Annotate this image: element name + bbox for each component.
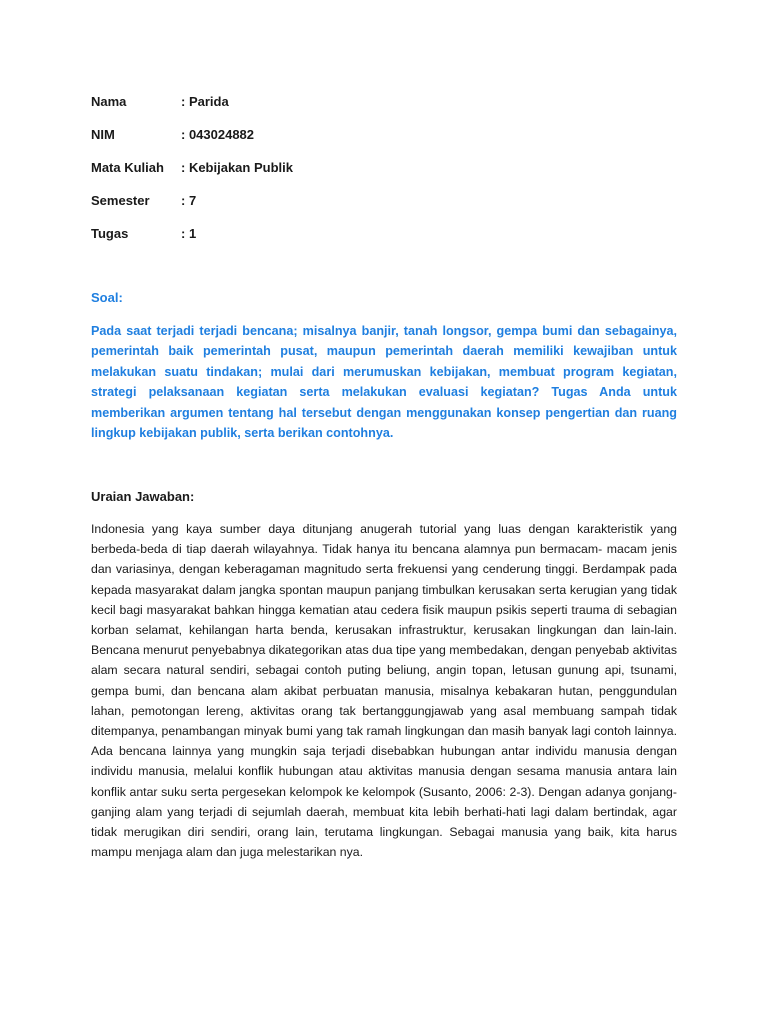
info-value: : 1 xyxy=(181,226,197,241)
question-heading: Soal: xyxy=(91,290,123,305)
info-value: : Parida xyxy=(181,94,229,109)
info-row-nim xyxy=(91,125,293,158)
info-label: Nama xyxy=(91,94,127,109)
info-value: : 7 xyxy=(181,193,197,208)
info-label: Mata Kuliah xyxy=(91,160,164,175)
student-info xyxy=(91,92,293,257)
info-label: Semester xyxy=(91,193,150,208)
answer-heading: Uraian Jawaban: xyxy=(91,489,195,504)
info-row-tugas xyxy=(91,224,293,257)
info-row-semester xyxy=(91,191,293,224)
info-label: NIM xyxy=(91,127,115,142)
info-value: : Kebijakan Publik xyxy=(181,160,293,175)
answer-text: Indonesia yang kaya sumber daya ditunjang anugerah tutorial yang luas dengan karakteristik yang berbeda-beda di tiap daerah wilayahnya. Tidak hanya itu bencana alamnya pun bermacam- macam jenis dan variasinya, dengan keberagaman magnitudo serta frekuensi yang cenderung tinggi. Berdampak pada kepada masyarakat dalam jangka spontan maupun panjang timbulkan kerusakan serta kerugian yang tidak kecil bagi masyarakat bahkan hingga kematian atau cedera fisik maupun psikis seperti trauma di sebagian korban selamat, kehilangan harta benda, kerusakan infrastruktur, kerusakan lingkungan dan lain-lain. Bencana menurut penyebabnya dikategorikan atas dua tipe yang membedakan, dengan penyebab aktivitas alam secara natural sendiri, sebagai contoh puting beliung, angin topan, letusan gunung api, tsunami, gempa bumi, dan bencana alam akibat perbuatan manusia, misalnya kebakaran hutan, penggundulan lahan, pemotongan lereng, aktivitas orang tak bertanggungjawab yang asal membuang sampah tidak ditempanya, penambangan minyak bumi yang tak ramah lingkungan dan masih banyak lagi contoh lainnya. Ada bencana lainnya yang mungkin saja terjadi disebabkan hubungan antar individu manusia dengan individu manusia, melalui konflik hubungan atau aktivitas manusia dengan sesama manusia antara lain konflik antar suku serta pergesekan kelompok ke kelompok (Susanto, 2006: 2-3). Dengan adanya gonjang-ganjing alam yang terjadi di sejumlah daerah, membuat kita lebih berhati-hati lagi dalam bertindak, agar tidak merugikan diri sendiri, orang lain, terutama lingkungan. Sebagai manusia yang baik, kita harus mampu menjaga alam dan juga melestarikan nya. xyxy=(91,522,677,860)
info-label: Tugas xyxy=(91,226,129,241)
info-row-nama xyxy=(91,92,293,125)
info-value: : 043024882 xyxy=(181,127,255,142)
info-row-mata-kuliah xyxy=(91,158,293,191)
question-text: Pada saat terjadi terjadi bencana; misalnya banjir, tanah longsor, gempa bumi dan sebagainya, pemerintah baik pemerintah pusat, maupun pemerintah daerah memiliki kewajiban untuk melakukan suatu tindakan; mulai dari merumuskan kebijakan, membuat program kegiatan, strategi pelaksanaan kegiatan serta melakukan evaluasi kegiatan? Tugas Anda untuk memberikan argumen tentang hal tersebut dengan menggunakan konsep pengertian dan ruang lingkup kebijakan publik, serta berikan contohnya. xyxy=(91,324,677,441)
